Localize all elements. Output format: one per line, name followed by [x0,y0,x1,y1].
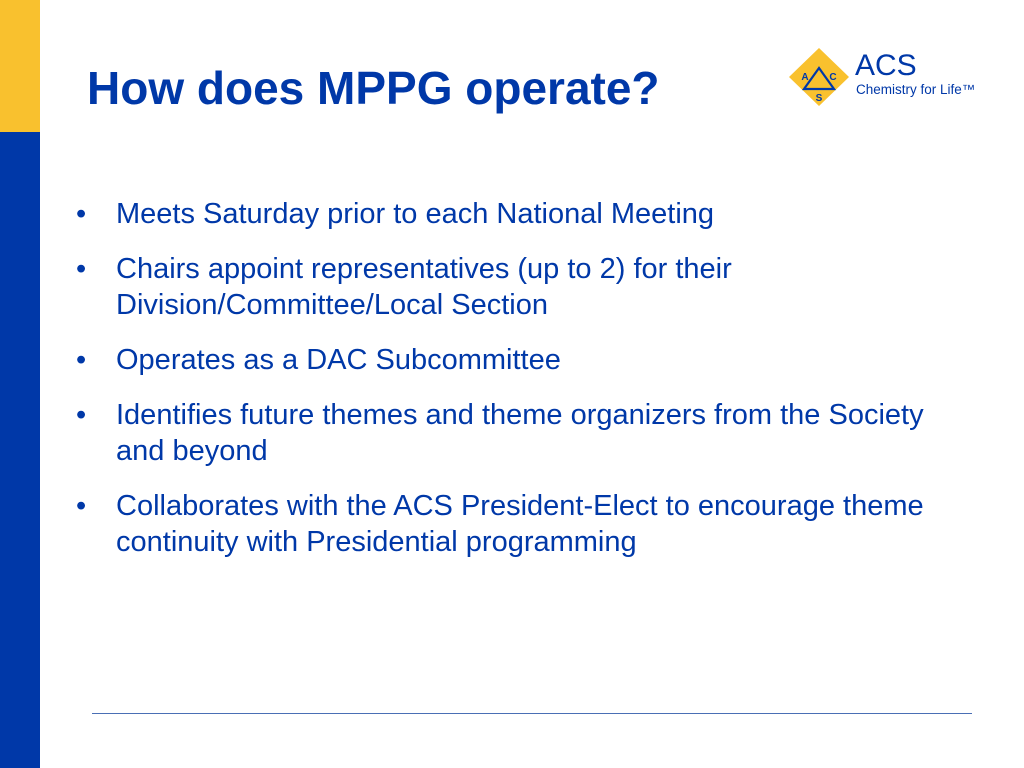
bullet-marker: • [76,344,87,376]
footer-divider [92,713,972,714]
bullet-item [76,196,976,232]
bullet-item [76,342,976,378]
bullet-text: Chairs appoint representatives (up to 2) for their Division/Committee/Local Section [116,253,732,321]
seal-letter-c: C [829,72,837,83]
bullet-text: Meets Saturday prior to each National Meeting [116,198,715,230]
bullet-text: Identifies future themes and theme organizers from the Society and beyond [116,399,924,467]
bullet-text: Operates as a DAC Subcommittee [116,344,561,376]
bullet-item [76,488,976,560]
seal-letter-a: A [801,72,809,83]
bullet-text: Collaborates with the ACS President-Elect to encourage theme continuity with Presidential programming [116,490,924,558]
accent-bar-gold [0,0,40,132]
bullet-item [76,251,976,323]
acs-diamond-seal-icon [789,48,849,106]
acs-logo [783,44,983,110]
bullet-marker: • [76,490,87,522]
logo-name: ACS [855,49,917,82]
bullet-marker: • [76,253,87,285]
logo-tagline: Chemistry for Life™ [856,82,976,97]
bullet-list [76,196,976,579]
slide-title: How does MPPG operate? [87,62,660,114]
bullet-marker: • [76,399,87,431]
seal-letter-s: S [815,93,823,104]
bullet-item [76,397,976,469]
accent-bar-blue [0,132,40,768]
bullet-marker: • [76,198,87,230]
